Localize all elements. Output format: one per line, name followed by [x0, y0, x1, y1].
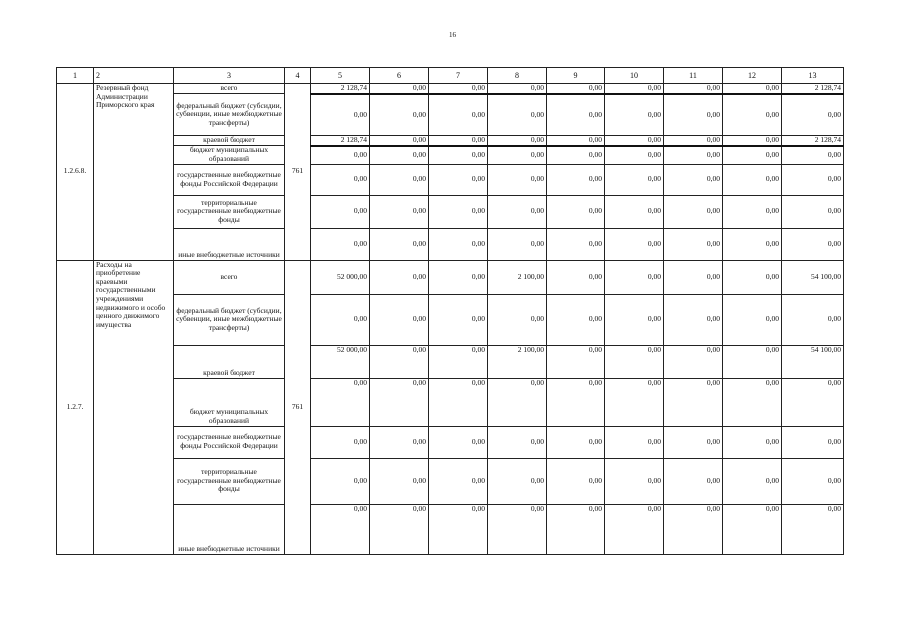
value-cell: 0,00 — [664, 345, 723, 378]
value-cell: 0,00 — [782, 294, 844, 345]
value-cell: 0,00 — [605, 164, 664, 195]
value-cell: 0,00 — [547, 345, 605, 378]
table-row — [57, 164, 844, 195]
header-cell: 5 — [311, 68, 370, 84]
value-cell: 0,00 — [605, 426, 664, 458]
value-cell: 0,00 — [664, 136, 723, 146]
value-cell: 0,00 — [605, 504, 664, 554]
value-cell: 0,00 — [370, 94, 429, 136]
header-cell: 6 — [370, 68, 429, 84]
value-cell: 0,00 — [723, 195, 782, 228]
value-cell: 0,00 — [429, 294, 488, 345]
value-cell: 0,00 — [782, 504, 844, 554]
value-cell: 52 000,00 — [311, 345, 370, 378]
source-label: федеральный бюджет (субсидии, субвенции, иные межбюджетные трансферты) — [174, 94, 285, 136]
value-cell: 0,00 — [664, 84, 723, 94]
source-label: территориальные государственные внебюджетные фонды — [174, 458, 285, 504]
value-cell: 0,00 — [723, 378, 782, 426]
value-cell: 2 128,74 — [311, 84, 370, 94]
value-cell: 0,00 — [723, 164, 782, 195]
table-row — [57, 378, 844, 426]
source-label: краевой бюджет — [174, 345, 285, 378]
value-cell: 0,00 — [488, 426, 547, 458]
value-cell: 0,00 — [311, 378, 370, 426]
row-name: Расходы на приобретение краевыми государственными учреждениями недвижимого и особо ценного движимого имущества — [94, 260, 174, 554]
value-cell: 0,00 — [605, 378, 664, 426]
value-cell: 0,00 — [488, 136, 547, 146]
table-row — [57, 426, 844, 458]
value-cell: 0,00 — [782, 164, 844, 195]
value-cell: 0,00 — [723, 426, 782, 458]
table-row — [57, 294, 844, 345]
value-cell: 0,00 — [311, 164, 370, 195]
value-cell: 0,00 — [488, 94, 547, 136]
value-cell: 0,00 — [723, 84, 782, 94]
value-cell: 0,00 — [547, 458, 605, 504]
header-cell: 2 — [94, 68, 174, 84]
value-cell: 0,00 — [370, 146, 429, 164]
value-cell: 0,00 — [429, 136, 488, 146]
value-cell: 2 128,74 — [311, 136, 370, 146]
header-cell: 4 — [285, 68, 311, 84]
value-cell: 0,00 — [370, 504, 429, 554]
value-cell: 0,00 — [429, 504, 488, 554]
value-cell: 0,00 — [547, 146, 605, 164]
value-cell: 0,00 — [723, 458, 782, 504]
value-cell: 2 100,00 — [488, 260, 547, 294]
value-cell: 0,00 — [664, 260, 723, 294]
value-cell: 0,00 — [723, 228, 782, 260]
value-cell: 0,00 — [605, 228, 664, 260]
value-cell: 0,00 — [488, 228, 547, 260]
value-cell: 0,00 — [547, 378, 605, 426]
source-label: государственные внебюджетные фонды Российской Федерации — [174, 164, 285, 195]
value-cell: 0,00 — [370, 426, 429, 458]
value-cell: 0,00 — [429, 146, 488, 164]
value-cell: 0,00 — [547, 228, 605, 260]
value-cell: 54 100,00 — [782, 260, 844, 294]
value-cell: 0,00 — [782, 378, 844, 426]
value-cell: 0,00 — [723, 345, 782, 378]
value-cell: 0,00 — [782, 458, 844, 504]
budget-table — [56, 67, 844, 555]
value-cell: 0,00 — [664, 146, 723, 164]
value-cell: 0,00 — [488, 84, 547, 94]
value-cell: 0,00 — [429, 345, 488, 378]
value-cell: 0,00 — [370, 378, 429, 426]
value-cell: 0,00 — [547, 504, 605, 554]
value-cell: 0,00 — [723, 504, 782, 554]
value-cell: 0,00 — [664, 504, 723, 554]
value-cell: 0,00 — [605, 345, 664, 378]
value-cell: 0,00 — [723, 294, 782, 345]
value-cell: 2 128,74 — [782, 136, 844, 146]
table-row — [57, 94, 844, 136]
source-label: краевой бюджет — [174, 136, 285, 146]
value-cell: 0,00 — [547, 426, 605, 458]
value-cell: 0,00 — [605, 195, 664, 228]
value-cell: 0,00 — [429, 426, 488, 458]
source-label: бюджет муниципальных образований — [174, 146, 285, 164]
table-row — [57, 146, 844, 164]
value-cell: 0,00 — [547, 136, 605, 146]
value-cell: 0,00 — [429, 84, 488, 94]
value-cell: 0,00 — [370, 84, 429, 94]
value-cell: 0,00 — [723, 260, 782, 294]
grbs-code: 761 — [285, 84, 311, 261]
value-cell: 0,00 — [664, 228, 723, 260]
value-cell: 0,00 — [429, 164, 488, 195]
value-cell: 0,00 — [605, 260, 664, 294]
source-label: федеральный бюджет (субсидии, субвенции, иные межбюджетные трансферты) — [174, 294, 285, 345]
value-cell: 0,00 — [547, 94, 605, 136]
value-cell: 0,00 — [782, 94, 844, 136]
value-cell: 0,00 — [605, 146, 664, 164]
value-cell: 0,00 — [488, 458, 547, 504]
source-label: территориальные государственные внебюджетные фонды — [174, 195, 285, 228]
value-cell: 0,00 — [547, 195, 605, 228]
value-cell: 0,00 — [723, 146, 782, 164]
value-cell: 0,00 — [311, 294, 370, 345]
value-cell: 0,00 — [782, 195, 844, 228]
value-cell: 0,00 — [605, 458, 664, 504]
value-cell: 0,00 — [664, 458, 723, 504]
header-cell: 10 — [605, 68, 664, 84]
value-cell: 0,00 — [311, 458, 370, 504]
page-number: 16 — [449, 31, 456, 39]
value-cell: 0,00 — [547, 260, 605, 294]
value-cell: 0,00 — [664, 378, 723, 426]
header-cell: 12 — [723, 68, 782, 84]
value-cell: 0,00 — [547, 294, 605, 345]
source-label: всего — [174, 84, 285, 94]
value-cell: 0,00 — [311, 426, 370, 458]
source-label: иные внебюджетные источники — [174, 504, 285, 554]
value-cell: 0,00 — [664, 94, 723, 136]
value-cell: 0,00 — [370, 345, 429, 378]
value-cell: 0,00 — [488, 146, 547, 164]
value-cell: 0,00 — [370, 164, 429, 195]
table-row — [57, 458, 844, 504]
header-cell: 9 — [547, 68, 605, 84]
table-row — [57, 228, 844, 260]
value-cell: 0,00 — [370, 136, 429, 146]
value-cell: 2 128,74 — [782, 84, 844, 94]
value-cell: 0,00 — [311, 195, 370, 228]
value-cell: 0,00 — [429, 458, 488, 504]
value-cell: 0,00 — [723, 94, 782, 136]
value-cell: 0,00 — [311, 94, 370, 136]
value-cell: 0,00 — [782, 426, 844, 458]
row-code: 1.2.6.8. — [57, 84, 94, 261]
value-cell: 0,00 — [429, 195, 488, 228]
value-cell: 0,00 — [488, 195, 547, 228]
value-cell: 0,00 — [605, 136, 664, 146]
value-cell: 52 000,00 — [311, 260, 370, 294]
value-cell: 0,00 — [429, 260, 488, 294]
value-cell: 0,00 — [429, 228, 488, 260]
value-cell: 0,00 — [429, 378, 488, 426]
value-cell: 0,00 — [547, 84, 605, 94]
value-cell: 2 100,00 — [488, 345, 547, 378]
value-cell: 0,00 — [311, 146, 370, 164]
value-cell: 0,00 — [664, 294, 723, 345]
value-cell: 0,00 — [605, 84, 664, 94]
header-row — [57, 68, 844, 84]
header-cell: 3 — [174, 68, 285, 84]
value-cell: 0,00 — [370, 260, 429, 294]
value-cell: 0,00 — [664, 164, 723, 195]
source-label: бюджет муниципальных образований — [174, 378, 285, 426]
value-cell: 0,00 — [488, 504, 547, 554]
header-cell: 8 — [488, 68, 547, 84]
table-row — [57, 504, 844, 554]
row-code: 1.2.7. — [57, 260, 94, 554]
table-row — [57, 84, 844, 94]
header-cell: 13 — [782, 68, 844, 84]
value-cell: 0,00 — [370, 458, 429, 504]
table-row — [57, 345, 844, 378]
source-label: всего — [174, 260, 285, 294]
value-cell: 0,00 — [547, 164, 605, 195]
value-cell: 0,00 — [782, 146, 844, 164]
header-cell: 7 — [429, 68, 488, 84]
value-cell: 0,00 — [429, 94, 488, 136]
row-name: Резервный фонд Администрации Приморского края — [94, 84, 174, 261]
value-cell: 0,00 — [370, 228, 429, 260]
value-cell: 0,00 — [723, 136, 782, 146]
table-row — [57, 195, 844, 228]
value-cell: 54 100,00 — [782, 345, 844, 378]
value-cell: 0,00 — [370, 195, 429, 228]
value-cell: 0,00 — [664, 426, 723, 458]
value-cell: 0,00 — [605, 94, 664, 136]
source-label: государственные внебюджетные фонды Российской Федерации — [174, 426, 285, 458]
header-cell: 1 — [57, 68, 94, 84]
value-cell: 0,00 — [782, 228, 844, 260]
grbs-code: 761 — [285, 260, 311, 554]
value-cell: 0,00 — [370, 294, 429, 345]
value-cell: 0,00 — [311, 228, 370, 260]
table-row — [57, 260, 844, 294]
value-cell: 0,00 — [488, 164, 547, 195]
value-cell: 0,00 — [664, 195, 723, 228]
value-cell: 0,00 — [488, 294, 547, 345]
table-row — [57, 136, 844, 146]
value-cell: 0,00 — [605, 294, 664, 345]
value-cell: 0,00 — [311, 504, 370, 554]
source-label: иные внебюджетные источники — [174, 228, 285, 260]
header-cell: 11 — [664, 68, 723, 84]
value-cell: 0,00 — [488, 378, 547, 426]
